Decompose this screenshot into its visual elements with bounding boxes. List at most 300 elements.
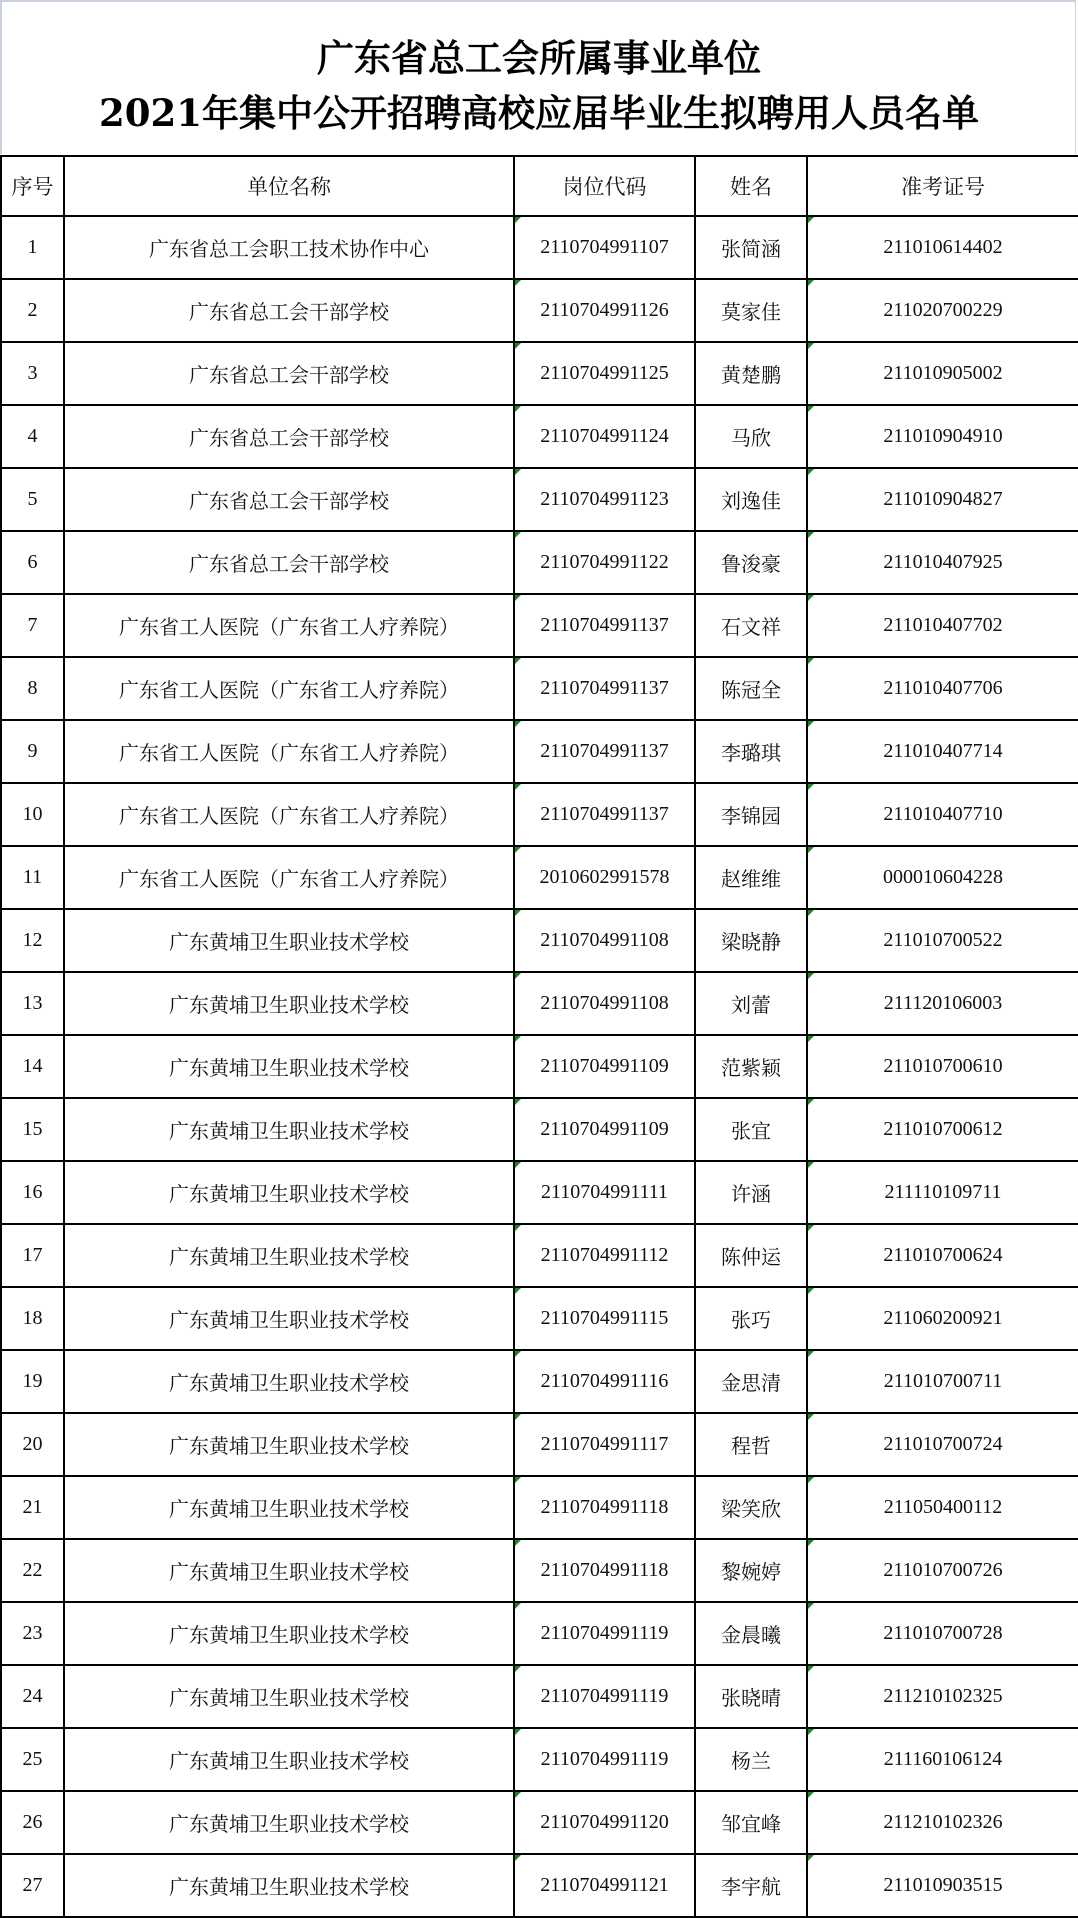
cell-exam-no-text: 211010904827 (883, 488, 1003, 510)
cell-post-code (514, 279, 695, 342)
cell-post-code-text: 2110704991112 (540, 1244, 669, 1266)
cell-exam-no (807, 657, 1078, 720)
cell-seq-text: 20 (22, 1433, 43, 1455)
cell-seq (1, 1224, 64, 1287)
table-body (1, 216, 1078, 1917)
cell-unit-text: 广东黄埔卫生职业技术学校 (169, 995, 409, 1017)
table-row (1, 342, 1078, 405)
cell-post-code-text: 2110704991120 (540, 1811, 669, 1833)
text-format-marker-icon (808, 1225, 814, 1231)
cell-exam-no-text: 211010700610 (883, 1055, 1003, 1077)
cell-exam-no-text: 211160106124 (883, 1748, 1003, 1770)
cell-exam-no (807, 279, 1078, 342)
cell-post-code (514, 657, 695, 720)
cell-unit (64, 1602, 514, 1665)
cell-seq-text: 8 (27, 677, 38, 699)
cell-post-code (514, 1035, 695, 1098)
text-format-marker-icon (808, 406, 814, 412)
cell-unit-text: 广东黄埔卫生职业技术学校 (169, 1814, 409, 1836)
cell-name (695, 846, 807, 909)
cell-unit-text: 广东黄埔卫生职业技术学校 (169, 1373, 409, 1395)
table-row (1, 468, 1078, 531)
cell-unit (64, 1098, 514, 1161)
cell-name-text: 鲁浚豪 (721, 554, 781, 576)
cell-exam-no (807, 405, 1078, 468)
cell-name (695, 468, 807, 531)
text-format-marker-icon (515, 217, 521, 223)
text-format-marker-icon (808, 1666, 814, 1672)
cell-exam-no-text: 211010700728 (883, 1622, 1003, 1644)
text-format-marker-icon (515, 1351, 521, 1357)
cell-seq-text: 14 (22, 1055, 43, 1077)
cell-name (695, 342, 807, 405)
cell-unit (64, 1791, 514, 1854)
cell-exam-no-text: 211010700724 (883, 1433, 1003, 1455)
text-format-marker-icon (515, 1162, 521, 1168)
cell-seq (1, 1539, 64, 1602)
cell-post-code-text: 2110704991109 (540, 1055, 669, 1077)
cell-post-code-text: 2110704991118 (540, 1559, 669, 1581)
cell-post-code (514, 594, 695, 657)
cell-post-code (514, 1791, 695, 1854)
text-format-marker-icon (808, 343, 814, 349)
cell-exam-no-text: 211010905002 (883, 362, 1003, 384)
cell-post-code-text: 2110704991116 (540, 1370, 669, 1392)
cell-exam-no (807, 1791, 1078, 1854)
text-format-marker-icon (808, 1540, 814, 1546)
cell-post-code (514, 405, 695, 468)
cell-post-code (514, 846, 695, 909)
cell-unit-text: 广东省工人医院（广东省工人疗养院） (119, 743, 459, 765)
cell-seq (1, 1035, 64, 1098)
cell-unit (64, 405, 514, 468)
cell-unit-text: 广东黄埔卫生职业技术学校 (169, 1751, 409, 1773)
cell-name-text: 张宜 (731, 1121, 771, 1143)
text-format-marker-icon (808, 910, 814, 916)
cell-seq-text: 22 (22, 1559, 43, 1581)
text-format-marker-icon (515, 1477, 521, 1483)
cell-name-text: 刘逸佳 (721, 491, 781, 513)
cell-post-code (514, 468, 695, 531)
cell-name-text: 许涵 (731, 1184, 771, 1206)
cell-unit-text: 广东省总工会干部学校 (189, 302, 389, 324)
cell-seq (1, 468, 64, 531)
table-row (1, 1413, 1078, 1476)
text-format-marker-icon (808, 532, 814, 538)
cell-post-code-text: 2110704991117 (540, 1433, 669, 1455)
cell-exam-no (807, 1476, 1078, 1539)
cell-seq-text: 17 (22, 1244, 43, 1266)
text-format-marker-icon (515, 1540, 521, 1546)
cell-name-text: 范紫颖 (721, 1058, 781, 1080)
cell-exam-no-text: 211010700711 (883, 1370, 1003, 1392)
cell-seq (1, 1791, 64, 1854)
cell-exam-no-text: 211010407714 (883, 740, 1003, 762)
cell-name (695, 1350, 807, 1413)
cell-seq-text: 9 (27, 740, 38, 762)
cell-seq (1, 594, 64, 657)
cell-exam-no (807, 531, 1078, 594)
text-format-marker-icon (808, 1099, 814, 1105)
cell-post-code-text: 2110704991107 (540, 236, 669, 258)
cell-exam-no-text: 211210102326 (883, 1811, 1003, 1833)
cell-name (695, 1413, 807, 1476)
cell-post-code-text: 2010602991578 (539, 866, 670, 888)
cell-name-text: 赵维维 (721, 869, 781, 891)
text-format-marker-icon (515, 1729, 521, 1735)
header-unit: 单位名称 (64, 156, 514, 216)
cell-name-text: 梁笑欣 (721, 1499, 781, 1521)
cell-name-text: 张简涵 (721, 239, 781, 261)
cell-post-code-text: 2110704991137 (540, 677, 669, 699)
table-row (1, 720, 1078, 783)
cell-exam-no (807, 1161, 1078, 1224)
cell-post-code (514, 1539, 695, 1602)
cell-name-text: 程哲 (731, 1436, 771, 1458)
cell-exam-no-text: 211110109711 (884, 1181, 1002, 1203)
text-format-marker-icon (808, 784, 814, 790)
cell-exam-no (807, 1035, 1078, 1098)
cell-seq-text: 21 (22, 1496, 43, 1518)
cell-seq-text: 7 (27, 614, 38, 636)
table-row (1, 1350, 1078, 1413)
cell-exam-no (807, 1098, 1078, 1161)
text-format-marker-icon (515, 1855, 521, 1861)
cell-unit-text: 广东黄埔卫生职业技术学校 (169, 1310, 409, 1332)
cell-name (695, 216, 807, 279)
cell-exam-no-text: 211010407706 (883, 677, 1003, 699)
cell-post-code-text: 2110704991125 (540, 362, 669, 384)
cell-exam-no-text: 211010407702 (883, 614, 1003, 636)
cell-post-code-text: 2110704991119 (540, 1622, 669, 1644)
text-format-marker-icon (515, 1225, 521, 1231)
cell-exam-no-text: 211010700726 (883, 1559, 1003, 1581)
cell-post-code (514, 1098, 695, 1161)
cell-post-code-text: 2110704991108 (540, 992, 669, 1014)
cell-name (695, 1098, 807, 1161)
text-format-marker-icon (808, 280, 814, 286)
cell-name (695, 1035, 807, 1098)
cell-unit (64, 1728, 514, 1791)
cell-exam-no-text: 211010614402 (883, 236, 1003, 258)
cell-unit-text: 广东省总工会干部学校 (189, 554, 389, 576)
cell-exam-no (807, 342, 1078, 405)
table-row (1, 846, 1078, 909)
text-format-marker-icon (515, 658, 521, 664)
text-format-marker-icon (515, 595, 521, 601)
cell-seq-text: 10 (22, 803, 43, 825)
cell-unit (64, 972, 514, 1035)
cell-unit (64, 1287, 514, 1350)
cell-unit-text: 广东省总工会干部学校 (189, 491, 389, 513)
cell-seq (1, 531, 64, 594)
cell-name (695, 1728, 807, 1791)
cell-name-text: 刘蕾 (731, 995, 771, 1017)
cell-unit-text: 广东省工人医院（广东省工人疗养院） (119, 617, 459, 639)
cell-unit-text: 广东省工人医院（广东省工人疗养院） (119, 806, 459, 828)
cell-seq (1, 405, 64, 468)
text-format-marker-icon (515, 1603, 521, 1609)
cell-seq (1, 216, 64, 279)
cell-name (695, 1224, 807, 1287)
cell-exam-no (807, 468, 1078, 531)
cell-post-code (514, 1224, 695, 1287)
cell-unit (64, 1413, 514, 1476)
cell-unit (64, 720, 514, 783)
cell-seq-text: 18 (22, 1307, 43, 1329)
cell-exam-no (807, 1413, 1078, 1476)
text-format-marker-icon (515, 973, 521, 979)
cell-name (695, 972, 807, 1035)
cell-seq (1, 1161, 64, 1224)
cell-name (695, 1791, 807, 1854)
cell-unit-text: 广东黄埔卫生职业技术学校 (169, 1436, 409, 1458)
text-format-marker-icon (808, 658, 814, 664)
cell-seq-text: 25 (22, 1748, 43, 1770)
table-row (1, 1098, 1078, 1161)
cell-name-text: 陈仲运 (721, 1247, 781, 1269)
cell-name-text: 金思清 (721, 1373, 781, 1395)
cell-name (695, 1602, 807, 1665)
cell-name (695, 405, 807, 468)
text-format-marker-icon (808, 595, 814, 601)
cell-post-code-text: 2110704991119 (540, 1748, 669, 1770)
cell-seq-text: 13 (22, 992, 43, 1014)
cell-name-text: 金晨曦 (721, 1625, 781, 1647)
cell-name (695, 279, 807, 342)
cell-unit-text: 广东省工人医院（广东省工人疗养院） (119, 869, 459, 891)
text-format-marker-icon (808, 217, 814, 223)
cell-post-code (514, 342, 695, 405)
text-format-marker-icon (808, 1792, 814, 1798)
cell-name-text: 李璐琪 (721, 743, 781, 765)
cell-name-text: 杨兰 (731, 1751, 771, 1773)
cell-name (695, 1539, 807, 1602)
header-name: 姓名 (695, 156, 807, 216)
cell-seq-text: 26 (22, 1811, 43, 1833)
cell-exam-no (807, 1350, 1078, 1413)
cell-name (695, 720, 807, 783)
cell-post-code-text: 2110704991108 (540, 929, 669, 951)
cell-post-code (514, 783, 695, 846)
text-format-marker-icon (515, 1414, 521, 1420)
cell-seq-text: 15 (22, 1118, 43, 1140)
text-format-marker-icon (515, 1666, 521, 1672)
table-row (1, 1035, 1078, 1098)
hire-list-table (0, 155, 1078, 1918)
cell-seq-text: 1 (27, 236, 38, 258)
cell-name (695, 783, 807, 846)
cell-exam-no (807, 1854, 1078, 1917)
cell-seq-text: 6 (27, 551, 38, 573)
document-title-line1: 广东省总工会所属事业单位 (317, 36, 761, 80)
cell-seq (1, 1287, 64, 1350)
text-format-marker-icon (515, 532, 521, 538)
cell-unit (64, 342, 514, 405)
cell-post-code-text: 2110704991121 (540, 1874, 669, 1896)
table-row (1, 1476, 1078, 1539)
cell-exam-no (807, 783, 1078, 846)
cell-post-code-text: 2110704991118 (540, 1496, 669, 1518)
cell-post-code (514, 1350, 695, 1413)
text-format-marker-icon (515, 721, 521, 727)
cell-post-code (514, 909, 695, 972)
cell-post-code (514, 1728, 695, 1791)
cell-name (695, 909, 807, 972)
cell-unit-text: 广东省工人医院（广东省工人疗养院） (119, 680, 459, 702)
text-format-marker-icon (515, 1036, 521, 1042)
text-format-marker-icon (808, 1729, 814, 1735)
cell-exam-no-text: 211010700522 (883, 929, 1003, 951)
cell-exam-no (807, 1665, 1078, 1728)
cell-unit (64, 1665, 514, 1728)
cell-seq-text: 11 (22, 866, 43, 888)
table-row (1, 216, 1078, 279)
text-format-marker-icon (515, 1288, 521, 1294)
cell-seq-text: 3 (27, 362, 38, 384)
cell-seq-text: 2 (27, 299, 38, 321)
table-row (1, 972, 1078, 1035)
cell-name-text: 马欣 (731, 428, 771, 450)
cell-seq (1, 1350, 64, 1413)
text-format-marker-icon (515, 784, 521, 790)
cell-post-code-text: 2110704991137 (540, 803, 669, 825)
cell-post-code (514, 531, 695, 594)
cell-name-text: 邹宜峰 (721, 1814, 781, 1836)
cell-exam-no (807, 1602, 1078, 1665)
cell-name-text: 黎婉婷 (721, 1562, 781, 1584)
cell-seq-text: 23 (22, 1622, 43, 1644)
cell-post-code-text: 2110704991119 (540, 1685, 669, 1707)
text-format-marker-icon (515, 469, 521, 475)
cell-unit (64, 657, 514, 720)
cell-post-code-text: 2110704991115 (540, 1307, 669, 1329)
cell-seq (1, 657, 64, 720)
cell-unit-text: 广东省总工会干部学校 (189, 428, 389, 450)
cell-exam-no-text: 211010904910 (883, 425, 1003, 447)
cell-exam-no (807, 1287, 1078, 1350)
table-row (1, 1791, 1078, 1854)
text-format-marker-icon (808, 1477, 814, 1483)
cell-name (695, 1287, 807, 1350)
table-row (1, 1728, 1078, 1791)
cell-exam-no (807, 846, 1078, 909)
cell-unit-text: 广东黄埔卫生职业技术学校 (169, 1058, 409, 1080)
cell-seq (1, 342, 64, 405)
header-seq: 序号 (1, 156, 64, 216)
cell-exam-no (807, 1224, 1078, 1287)
text-format-marker-icon (808, 1036, 814, 1042)
text-format-marker-icon (808, 1351, 814, 1357)
table-row (1, 1602, 1078, 1665)
cell-name (695, 1665, 807, 1728)
cell-post-code (514, 1287, 695, 1350)
cell-post-code-text: 2110704991122 (540, 551, 669, 573)
table-row (1, 1854, 1078, 1917)
cell-exam-no-text: 211050400112 (883, 1496, 1003, 1518)
text-format-marker-icon (808, 469, 814, 475)
cell-post-code (514, 1413, 695, 1476)
cell-unit (64, 846, 514, 909)
text-format-marker-icon (808, 1162, 814, 1168)
cell-exam-no-text: 211120106003 (883, 992, 1003, 1014)
cell-exam-no-text: 000010604228 (883, 866, 1003, 888)
cell-seq-text: 5 (27, 488, 38, 510)
cell-post-code (514, 1476, 695, 1539)
text-format-marker-icon (515, 847, 521, 853)
cell-post-code (514, 1161, 695, 1224)
cell-exam-no (807, 972, 1078, 1035)
cell-name-text: 李锦园 (721, 806, 781, 828)
text-format-marker-icon (515, 910, 521, 916)
cell-name (695, 1161, 807, 1224)
cell-unit (64, 468, 514, 531)
cell-seq (1, 1728, 64, 1791)
cell-seq (1, 279, 64, 342)
cell-seq (1, 1413, 64, 1476)
text-format-marker-icon (808, 721, 814, 727)
cell-post-code (514, 216, 695, 279)
text-format-marker-icon (808, 1414, 814, 1420)
cell-seq (1, 1476, 64, 1539)
cell-name (695, 594, 807, 657)
cell-unit (64, 1224, 514, 1287)
cell-exam-no (807, 594, 1078, 657)
cell-exam-no-text: 211060200921 (883, 1307, 1003, 1329)
cell-seq (1, 909, 64, 972)
text-format-marker-icon (808, 973, 814, 979)
cell-post-code-text: 2110704991124 (540, 425, 669, 447)
cell-name-text: 石文祥 (721, 617, 781, 639)
cell-unit (64, 1035, 514, 1098)
cell-post-code (514, 1665, 695, 1728)
table-row (1, 531, 1078, 594)
cell-unit (64, 279, 514, 342)
cell-post-code-text: 2110704991123 (540, 488, 669, 510)
cell-name-text: 莫家佳 (721, 302, 781, 324)
text-format-marker-icon (515, 343, 521, 349)
cell-unit-text: 广东黄埔卫生职业技术学校 (169, 1247, 409, 1269)
cell-exam-no-text: 211010407710 (883, 803, 1003, 825)
cell-post-code-text: 2110704991111 (540, 1181, 669, 1203)
cell-post-code (514, 1602, 695, 1665)
text-format-marker-icon (515, 406, 521, 412)
header-post-code: 岗位代码 (514, 156, 695, 216)
cell-exam-no (807, 720, 1078, 783)
cell-unit-text: 广东黄埔卫生职业技术学校 (169, 1562, 409, 1584)
table-row (1, 783, 1078, 846)
table-row (1, 1287, 1078, 1350)
cell-name-text: 陈冠全 (721, 680, 781, 702)
cell-exam-no-text: 211010407925 (883, 551, 1003, 573)
table-row (1, 1665, 1078, 1728)
cell-exam-no-text: 211010700612 (883, 1118, 1003, 1140)
cell-unit (64, 1854, 514, 1917)
cell-unit-text: 广东黄埔卫生职业技术学校 (169, 1625, 409, 1647)
cell-seq (1, 783, 64, 846)
cell-unit-text: 广东黄埔卫生职业技术学校 (169, 1184, 409, 1206)
cell-unit-text: 广东省总工会干部学校 (189, 365, 389, 387)
cell-unit (64, 1350, 514, 1413)
cell-seq (1, 1602, 64, 1665)
cell-seq (1, 1665, 64, 1728)
text-format-marker-icon (808, 847, 814, 853)
cell-post-code-text: 2110704991137 (540, 740, 669, 762)
cell-post-code-text: 2110704991137 (540, 614, 669, 636)
cell-name-text: 黄楚鹏 (721, 365, 781, 387)
cell-name (695, 531, 807, 594)
cell-unit-text: 广东黄埔卫生职业技术学校 (169, 1499, 409, 1521)
